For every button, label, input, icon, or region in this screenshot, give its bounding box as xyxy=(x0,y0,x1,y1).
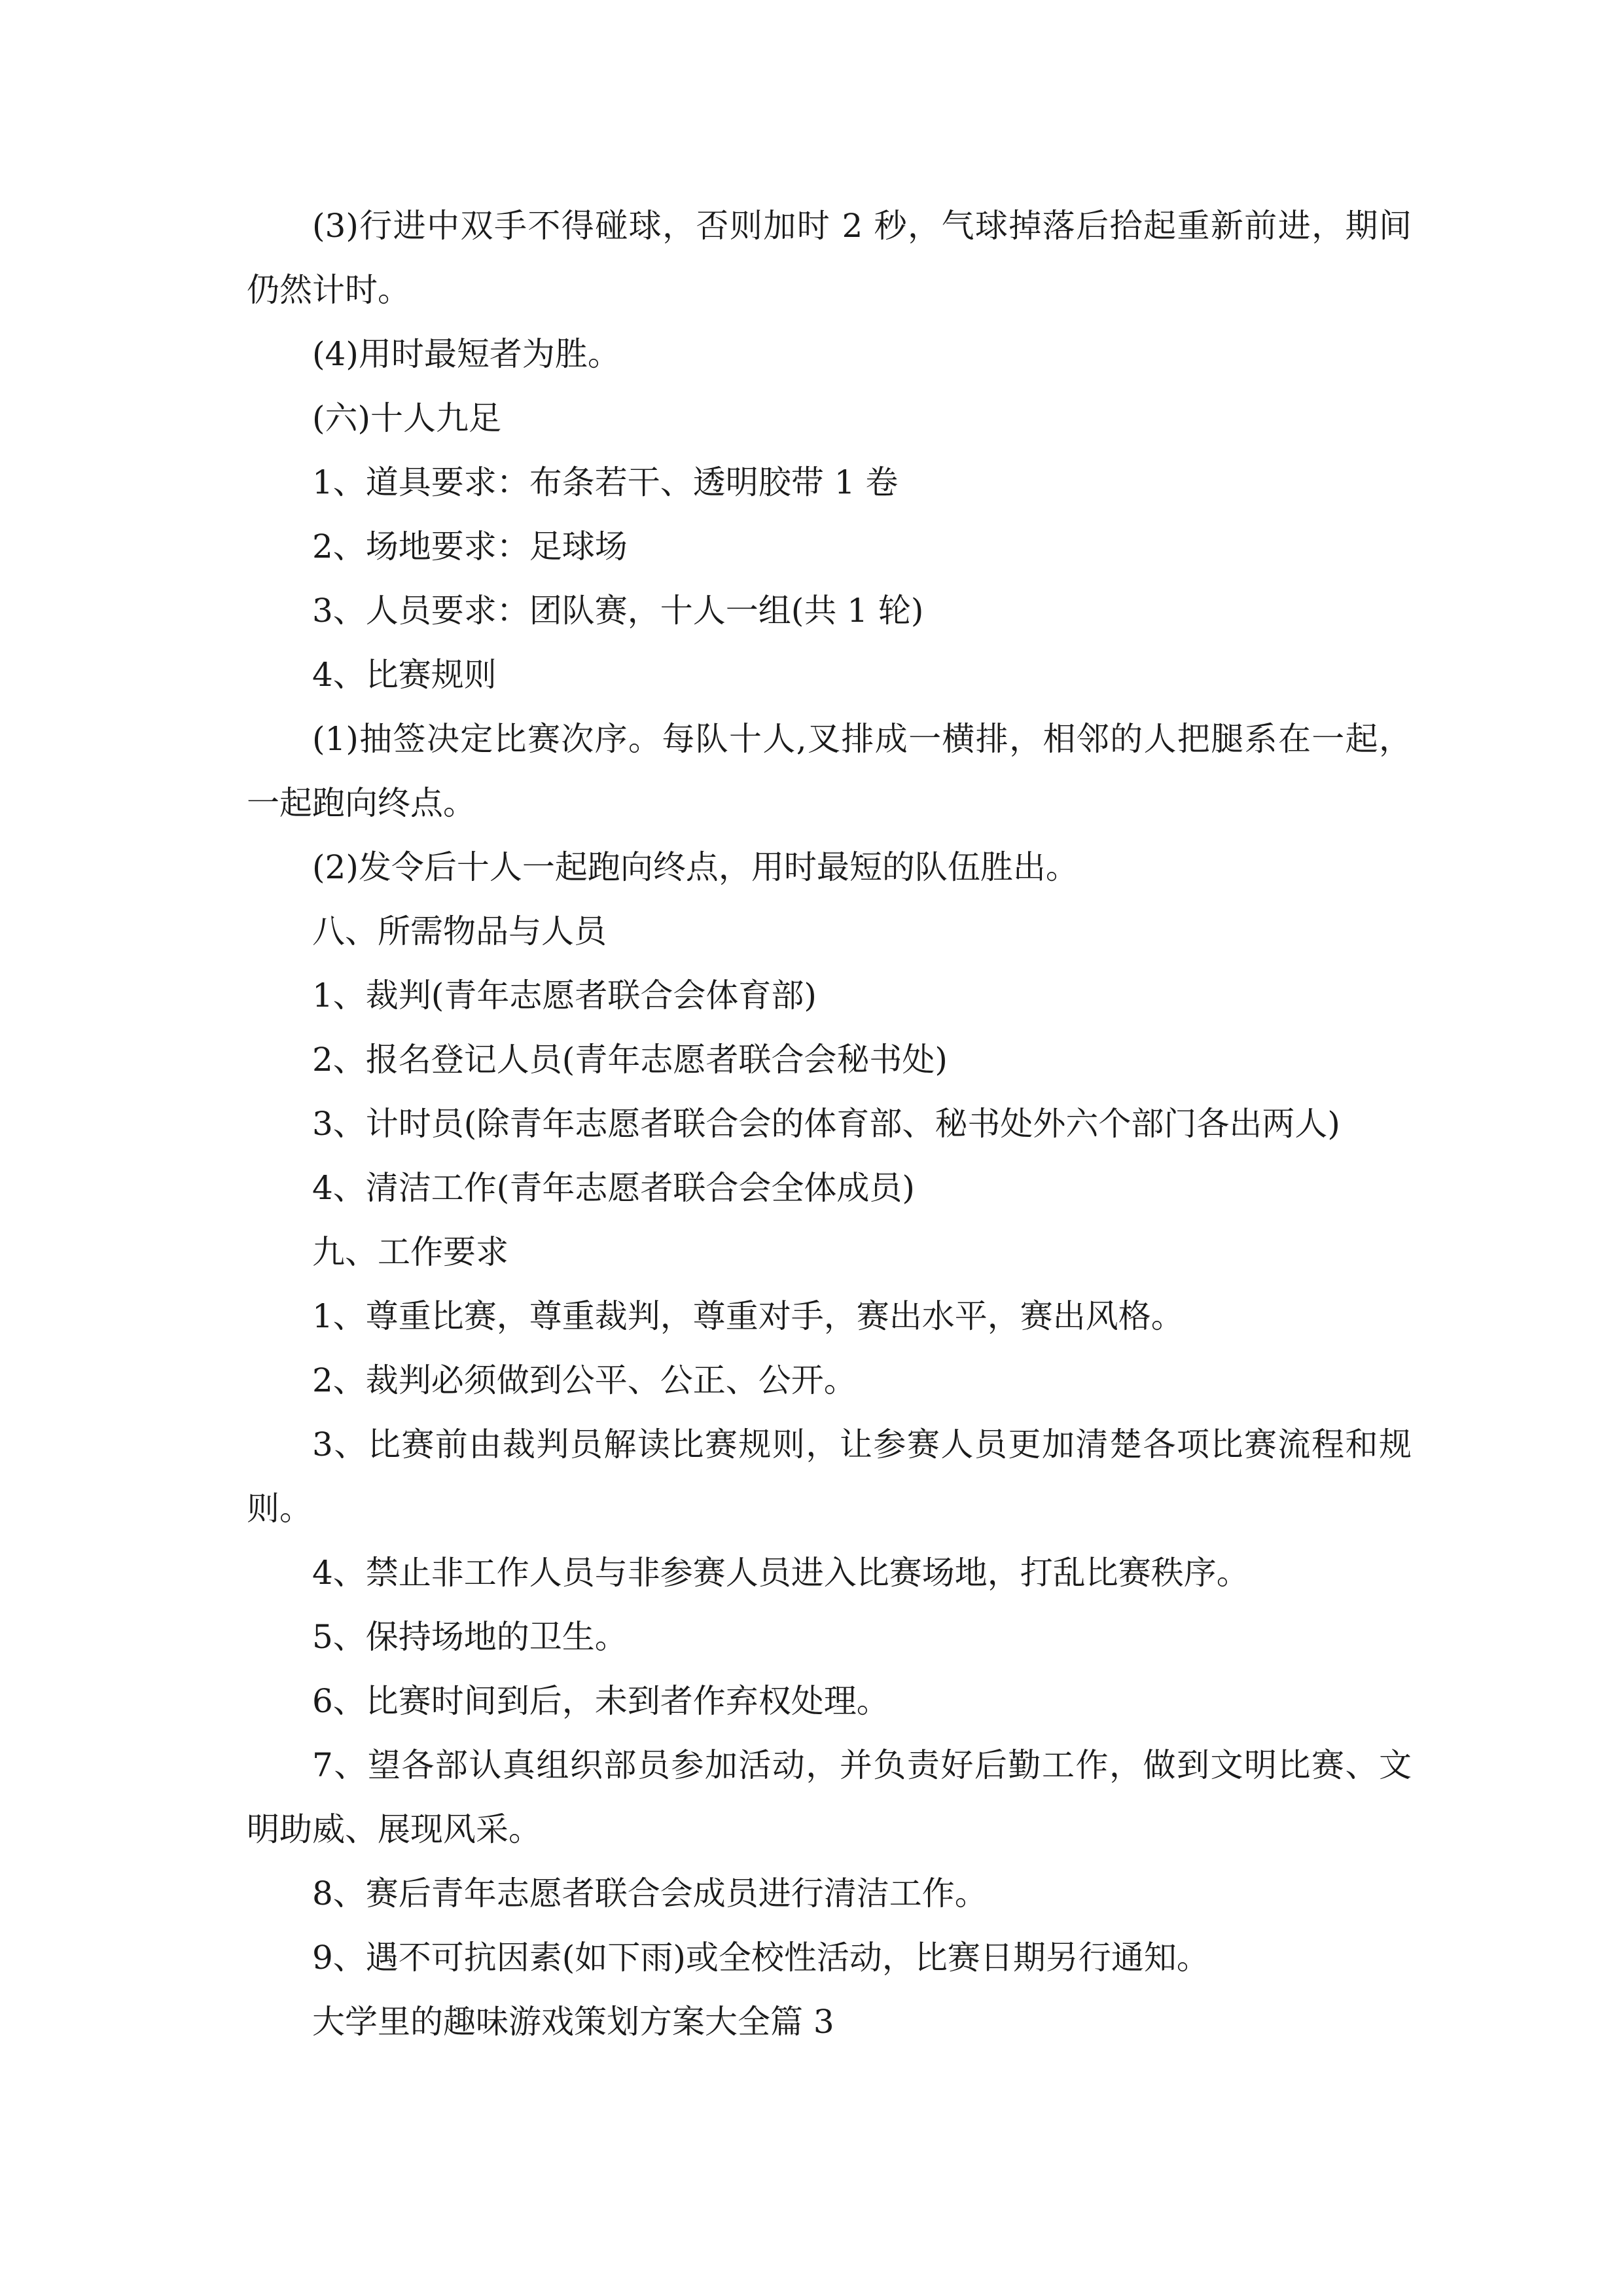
paragraph-requirement-5: 5、保持场地的卫生。 xyxy=(312,1618,628,1656)
document-body xyxy=(247,194,1412,2054)
section-heading-ten-people-nine-feet: (六)十人九足 xyxy=(312,399,502,437)
section-heading-part-3: 大学里的趣味游戏策划方案大全篇 3 xyxy=(312,2003,834,2041)
paragraph-personnel-requirement: 3、人员要求：团队赛，十人一组(共 1 轮) xyxy=(312,592,924,630)
paragraph-requirement-7: 7、望各部认真组织部员参加活动，并负责好后勤工作，做到文明比赛、文明助威、展现风采。 xyxy=(247,1746,1412,1848)
paragraph-rule-4: (4)用时最短者为胜。 xyxy=(312,335,620,373)
paragraph-timekeeper: 3、计时员(除青年志愿者联合会的体育部、秘书处外六个部门各出两人) xyxy=(312,1105,1340,1143)
paragraph-venue-requirement: 2、场地要求：足球场 xyxy=(312,528,628,565)
section-heading-work-requirements: 九、工作要求 xyxy=(312,1233,508,1271)
section-heading-items-and-personnel: 八、所需物品与人员 xyxy=(312,912,607,950)
paragraph-rule-1-draw: (1)抽签决定比赛次序。每队十人,叉排成一横排，相邻的人把腿系在一起，一起跑向终点。 xyxy=(247,720,1412,822)
paragraph-props-requirement: 1、道具要求：布条若干、透明胶带 1 卷 xyxy=(312,463,899,501)
paragraph-requirement-2: 2、裁判必须做到公平、公正、公开。 xyxy=(312,1361,857,1399)
paragraph-cleaning: 4、清洁工作(青年志愿者联合会全体成员) xyxy=(312,1169,915,1207)
paragraph-requirement-1: 1、尊重比赛，尊重裁判，尊重对手，赛出水平，赛出风格。 xyxy=(312,1297,1184,1335)
paragraph-requirement-9: 9、遇不可抗因素(如下雨)或全校性活动，比赛日期另行通知。 xyxy=(312,1939,1209,1977)
paragraph-requirement-8: 8、赛后青年志愿者联合会成员进行清洁工作。 xyxy=(312,1874,988,1912)
paragraph-requirement-3: 3、比赛前由裁判员解读比赛规则，让参赛人员更加清楚各项比赛流程和规则。 xyxy=(247,1426,1412,1528)
paragraph-requirement-6: 6、比赛时间到后，未到者作弃权处理。 xyxy=(312,1682,889,1720)
paragraph-requirement-4: 4、禁止非工作人员与非参赛人员进入比赛场地，打乱比赛秩序。 xyxy=(312,1554,1249,1592)
paragraph-referee: 1、裁判(青年志愿者联合会体育部) xyxy=(312,977,817,1014)
paragraph-rule-2-start: (2)发令后十人一起跑向终点，用时最短的队伍胜出。 xyxy=(312,848,1079,886)
paragraph-rule-3: (3)行进中双手不得碰球，否则加时 2 秒，气球掉落后拾起重新前进，期间仍然计时。 xyxy=(247,207,1412,309)
paragraph-competition-rules: 4、比赛规则 xyxy=(312,656,497,694)
paragraph-registration-staff: 2、报名登记人员(青年志愿者联合会秘书处) xyxy=(312,1041,948,1079)
